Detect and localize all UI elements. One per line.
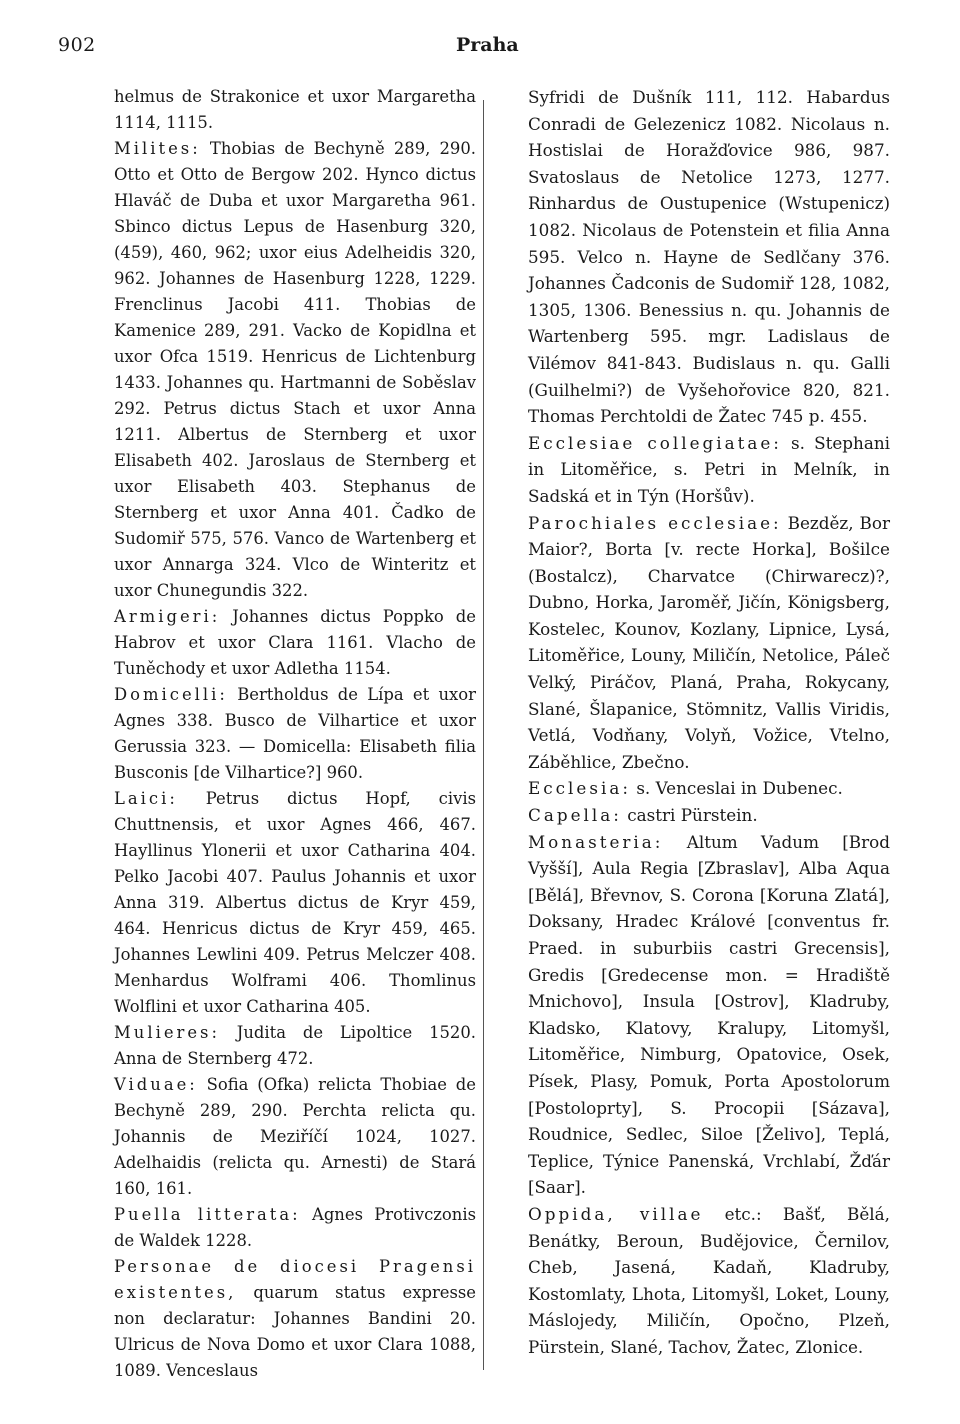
category-lead: Ecclesiae collegiatae: <box>528 432 782 453</box>
entry-text: Syfridi de Dušník 111, 112. Habardus Conradi de Gelezenicz 1082. Nicolaus n. Hostislai de Horažďovice 986, 987. Svatoslaus de Netolice 1273, 1277. Rinhardus de Oustupenice (Wstupenicz) 1082. Nicolaus de Potenstein et filia Anna 595. Velco n. Hayne de Sedlčany 376. Johannes Čadconis de Sudomiř 128, 1082, 1305, 1306. Benessius n. qu. Johannis de Wartenberg 595. mgr. Ladislaus de Vilémov 841-843. Budislaus n. qu. Galli (Guilhelmi?) de Vyšehořovice 820, 821. Thomas Perchtoldi de Žatec 745 p. 455. <box>528 87 890 427</box>
entry-text: Sofia (Ofka) relicta Thobiae de Bechyně 289, 290. Perchta relicta qu. Johannis de Meziříčí 1024, 1027. Adelhaidis (relicta qu. Arnesti) de Stará 160, 161. <box>114 1075 476 1198</box>
category-lead: Milites: <box>114 139 201 158</box>
category-lead: Personae de diocesi Pragensi existentes, <box>114 1257 476 1302</box>
page-header <box>0 30 960 64</box>
index-paragraph <box>528 802 890 829</box>
index-paragraph <box>528 84 890 430</box>
index-paragraph <box>114 1072 476 1202</box>
entry-text: quarum status expresse non declaratur: Johannes Bandini 20. Ulricus de Nova Domo et uxor Clara 1088, 1089. Venceslaus <box>114 1283 476 1380</box>
index-paragraph <box>114 84 476 136</box>
index-paragraph <box>114 1202 476 1254</box>
category-lead: Oppida, villae <box>528 1203 704 1224</box>
category-lead: Ecclesia: <box>528 778 631 799</box>
index-paragraph <box>528 829 890 1201</box>
index-paragraph <box>114 136 476 604</box>
entry-text: s. Stephani in Litoměřice, s. Petri in Melník, in Sadská et in Týn (Horšův). <box>528 432 890 506</box>
index-paragraph <box>114 604 476 682</box>
column-divider <box>483 100 484 1370</box>
entry-text: helmus de Strakonice et uxor Margaretha 1114, 1115. <box>114 87 476 132</box>
entry-text: s. Venceslai in Dubenec. <box>630 778 843 799</box>
running-head: Praha <box>456 34 519 56</box>
page-number: 902 <box>58 34 96 56</box>
entry-text: Bezděz, Bor Maior?, Borta [v. recte Horka], Bošilce (Bostalcz), Charvatce (Chirwarecz)?, Dubno, Horka, Jaroměř, Jičín, Königsberg, Kostelec, Kounov, Kozlany, Lipnice, Lysá, Litoměřice, Louny, Miličín, Netolice, Páleč Velký, Piráčov, Planá, Praha, Rokycany, Slané, Šlapanice, Stömnitz, Vallis Viridis, Vetlá, Vodňany, Volyň, Vožice, Vtelno, Záběhlice, Zbečno. <box>528 512 890 772</box>
index-paragraph <box>528 510 890 776</box>
entry-text: Petrus dictus Hopf, civis Chuttnensis, et uxor Agnes 466, 467. Hayllinus Ylonerii et uxor Catharina 404. Pelko Jacobi 407. Paulus Johannis et uxor Anna 319. Albertus dictus de Kryr 459, 464. Henricus dictus de Kryr 459, 465. Johannes Lewlini 409. Petrus Melczer 408. Menhardus Wolframi 406. Thomlinus Wolflini et uxor Catharina 405. <box>114 789 476 1016</box>
category-lead: Capella: <box>528 805 622 826</box>
entry-text: Thobias de Bechyně 289, 290. Otto et Otto de Bergow 202. Hynco dictus Hlaváč de Duba et uxor Margaretha 961. Sbinco dictus Lepus de Hasenburg 320, (459), 460, 962; uxor eius Adelheidis 320, 962. Johannes de Hasenburg 1228, 1229. Frenclinus Jacobi 411. Thobias de Kamenice 289, 291. Vacko de Kopidlna et uxor Ofca 1519. Henricus de Lichtenburg 1433. Johannes qu. Hartmanni de Soběslav 292. Petrus dictus Stach et uxor Anna 1211. Albertus de Sternberg et uxor Elisabeth 402. Jaroslaus de Sternberg et uxor Elisabeth 403. Stephanus de Sternberg et uxor Anna 401. Čadko de Sudomiř 575, 576. Vanco de Wartenberg et uxor Annarga 324. Vlco de Winteritz et uxor Chunegundis 322. <box>114 139 476 600</box>
category-lead: Laici: <box>114 789 178 808</box>
entry-text: Altum Vadum [Brod Vyšší], Aula Regia [Zbraslav], Alba Aqua [Bělá], Břevnov, S. Corona [Koruna Zlatá], Doksany, Hradec Králové [conventus fr. Praed. in suburbiis castri Grecensis], Gredis [Gredecense mon. = Hradiště Mnichovo], Insula [Ostrov], Kladruby, Kladsko, Klatovy, Kralupy, Litomyšl, Litoměřice, Nimburg, Opatovice, Osek, Písek, Plasy, Pomuk, Porta Apostolorum [Postoloprty], S. Procopii [Sázava], Roudnice, Sedlec, Siloe [Želivo], Teplá, Teplice, Týnice Panenská, Vrchlabí, Žďár [Saar]. <box>528 831 890 1198</box>
index-paragraph <box>528 430 890 510</box>
category-lead: Monasteria: <box>528 831 664 852</box>
index-paragraph <box>114 1254 476 1384</box>
entry-text: Agnes Protivczonis de Waldek 1228. <box>114 1205 476 1250</box>
left-column <box>114 84 476 1384</box>
category-lead: Viduae: <box>114 1075 198 1094</box>
index-paragraph <box>528 1201 890 1361</box>
category-lead: Mulieres: <box>114 1023 220 1042</box>
entry-text: Johannes dictus Poppko de Habrov et uxor Clara 1161. Vlacho de Tuněchody et uxor Adletha 1154. <box>114 607 476 678</box>
index-paragraph <box>528 775 890 802</box>
entry-text: etc.: Bašť, Bělá, Benátky, Beroun, Budějovice, Černilov, Cheb, Jasená, Kadaň, Kladruby, Kostomlaty, Lhota, Litomyšl, Loket, Louny, Máslojedy, Miličín, Opočno, Plzeň, Pürstein, Slané, Tachov, Žatec, Zlonice. <box>528 1203 890 1357</box>
right-column <box>528 84 890 1361</box>
index-paragraph <box>114 1020 476 1072</box>
category-lead: Parochiales ecclesiae: <box>528 512 782 533</box>
category-lead: Domicelli: <box>114 685 228 704</box>
index-paragraph <box>114 682 476 786</box>
entry-text: Judita de Lipoltice 1520. Anna de Sternberg 472. <box>114 1023 476 1068</box>
entry-text: Bertholdus de Lípa et uxor Agnes 338. Busco de Vilhartice et uxor Gerussia 323. — Domicella: Elisabeth filia Busconis [de Vilhartice?] 960. <box>114 685 476 782</box>
category-lead: Puella litterata: <box>114 1205 301 1224</box>
index-paragraph <box>114 786 476 1020</box>
category-lead: Armigeri: <box>114 607 221 626</box>
entry-text: castri Pürstein. <box>621 805 758 826</box>
